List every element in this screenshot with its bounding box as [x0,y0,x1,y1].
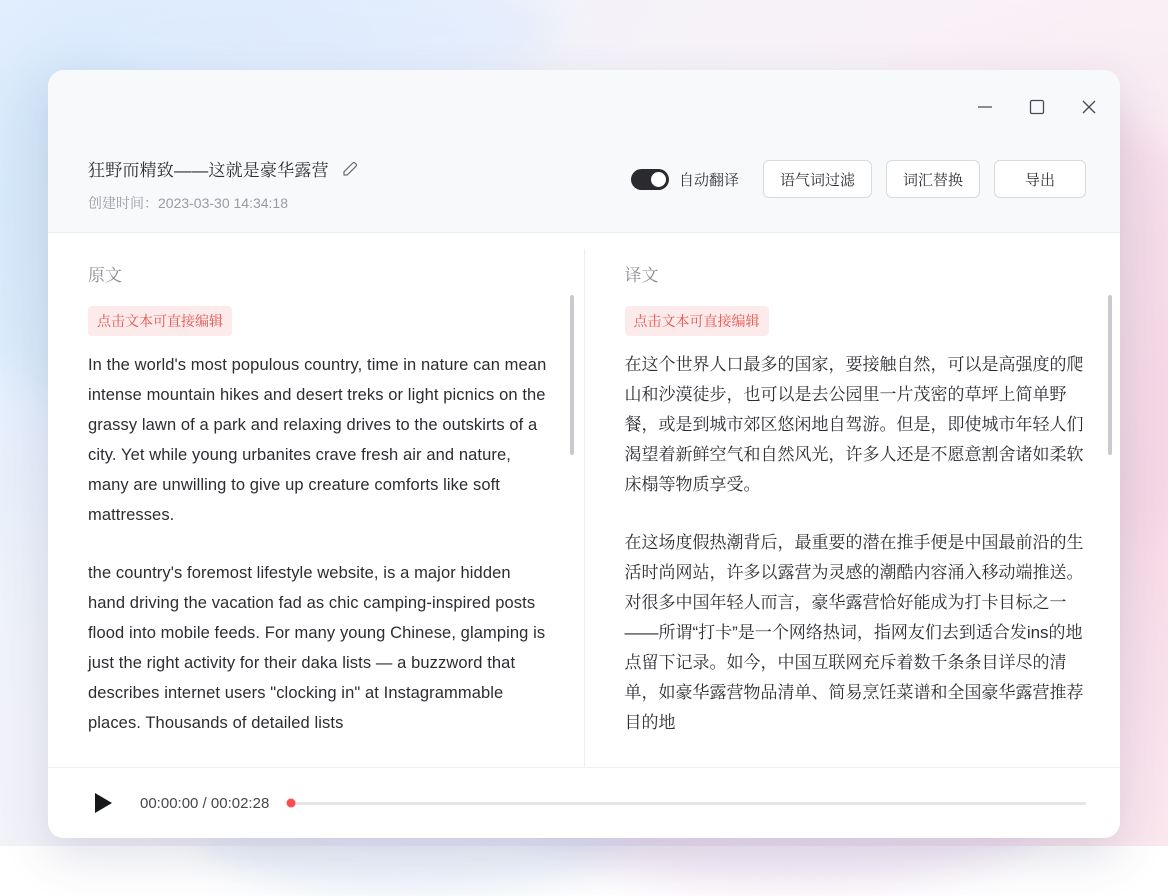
source-pane-title: 原文 [88,266,122,285]
created-time-label: 创建时间：2023-03-30 14:34:18 [88,195,288,211]
source-edit-hint: 点击文本可直接编辑 [88,306,232,336]
source-paragraph[interactable]: the country's foremost lifestyle website, is a major hidden hand driving the vacation fad as chic camping-inspired posts flood into mobile feeds. For many young Chinese, glamping is just the right activity for their daka lists — a buzzword that describes internet users "clocking in" at Instagrammable places. Thousands of detailed lists [88,564,546,732]
maximize-icon[interactable] [1024,94,1050,120]
page-title: 狂野而精致——这就是豪华露营 [88,161,329,180]
document-meta [88,156,359,213]
auto-translate-toggle-group [631,169,739,190]
source-fade [48,733,584,767]
auto-translate-label: 自动翻译 [678,171,739,189]
progress-track[interactable] [291,802,1086,805]
window-controls [972,94,1102,120]
vocabulary-replace-button[interactable]: 词汇替换 [886,160,980,198]
editor-body [48,233,1120,767]
audio-player [48,767,1120,838]
target-pane [585,233,1121,767]
source-paragraph[interactable]: In the world's most populous country, time in nature can mean intense mountain hikes and desert treks or light picnics on the grassy lawn of a park and relaxing drives to the outskirts of a city. Yet while young urbanites crave fresh air and nature, many are unwilling to give up creature comforts like soft mattresses. [88,356,547,524]
target-paragraph[interactable]: 在这个世界人口最多的国家，要接触自然，可以是高强度的爬山和沙漠徒步，也可以是去公园里一片茂密的草坪上简单野餐，或是到城市郊区悠闲地自驾游。但是，即使城市年轻人们渴望着新鲜空气和自然风光，许多人还是不愿意割舍诸如柔软床榻等物质享受。 [624,355,1084,494]
filler-word-filter-button[interactable]: 语气词过滤 [763,160,872,198]
toggle-knob [651,172,666,187]
window-header [48,70,1120,233]
source-text[interactable] [88,350,550,738]
app-window [48,70,1120,838]
target-fade [585,733,1121,767]
playback-time: 00:00:00 / 00:02:28 [140,794,270,812]
header-actions [631,160,1086,198]
auto-translate-toggle[interactable] [631,169,669,190]
progress-marker[interactable] [287,799,296,808]
target-text[interactable] [625,350,1087,738]
source-pane [48,233,584,767]
document-title-row [88,156,359,181]
export-button[interactable]: 导出 [994,160,1086,198]
minimize-icon[interactable] [972,94,998,120]
target-pane-title: 译文 [624,266,659,285]
target-paragraph[interactable]: 在这场度假热潮背后，最重要的潜在推手便是中国最前沿的生活时尚网站，许多以露营为灵感的潮酷内容涌入移动端推送。对很多中国年轻人而言，豪华露营恰好能成为打卡目标之一——所谓“打卡”是一个网络热词，指网友们去到适合发ins的地点留下记录。如今，中国互联网充斥着数千条条目详尽的清单，如豪华露营物品清单、简易烹饪菜谱和全国豪华露营推荐目的地 [624,533,1084,732]
play-icon[interactable] [88,788,118,818]
target-edit-hint: 点击文本可直接编辑 [625,306,769,336]
source-scrollbar[interactable] [570,295,574,455]
close-icon[interactable] [1076,94,1102,120]
target-scrollbar[interactable] [1108,295,1112,455]
edit-pencil-icon[interactable] [341,160,359,178]
